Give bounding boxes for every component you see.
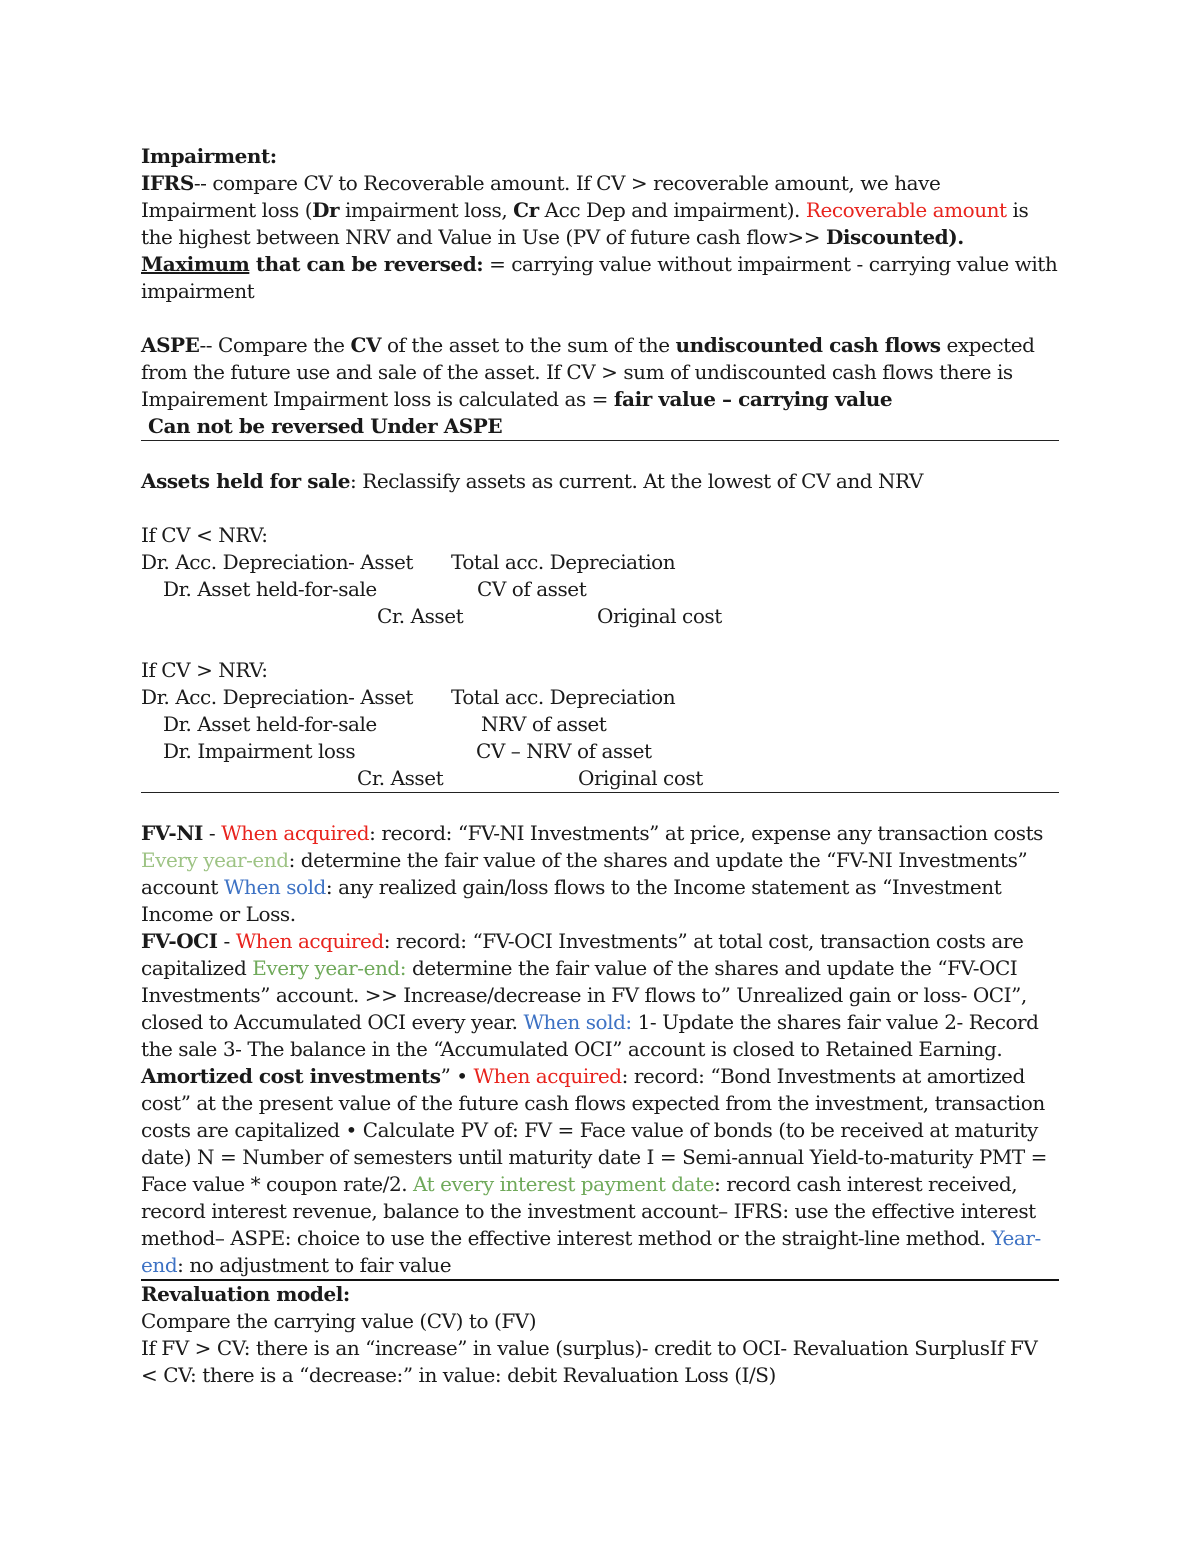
aspe-paragraph: ASPE-- Compare the CV of the asset to the sum of the undiscounted cash flows expected from the future use and sale of the asset. If CV > sum of undiscounted cash flows there is Impairement Impairment loss is calculated as = fair value – carrying value <box>141 333 1035 411</box>
case-cv-greater-nrv-title: If CV > NRV: <box>141 658 268 682</box>
document-body <box>141 143 1059 1389</box>
fvoci-paragraph: FV-OCI - When acquired: record: “FV-OCI Investments” at total cost, transaction costs are capitalized Every year-end: determine the fair value of the shares and update the “FV-OCI Investments” account. >> Increase/decrease in FV flows to” Unrealized gain or loss- OCI”, closed to Accumulated OCI every year. When sold: 1- Update the shares fair value 2- Record the sale 3- The balance in the “Accumulated OCI” account is closed to Retained Earning. <box>141 929 1039 1061</box>
journal-entry-row: Dr. Acc. Depreciation- Asset Total acc. Depreciation <box>141 685 676 709</box>
fvni-paragraph: FV-NI - When acquired: record: “FV-NI Investments” at price, expense any transaction costs Every year-end: determine the fair value of the shares and update the “FV-NI Investments” account When sold: any realized gain/loss flows to the Income statement as “Investment Income or Loss. <box>141 821 1043 926</box>
held-for-sale-paragraph: Assets held for sale: Reclassify assets as current. At the lowest of CV and NRV <box>141 469 923 493</box>
journal-entry-row: Dr. Acc. Depreciation- Asset Total acc. Depreciation <box>141 550 676 574</box>
journal-entry-row: Dr. Asset held-for-sale CV of asset <box>163 577 587 601</box>
amortized-cost-paragraph: Amortized cost investments” • When acquired: record: “Bond Investments at amortized cost” at the present value of the future cash flows expected from the investment, transaction costs are capitalized • Calculate PV of: FV = Face value of bonds (to be received at maturity date) N = Number of semesters until maturity date I = Semi-annual Yield-to-maturity PMT = Face value * coupon rate/2. At every interest payment date: record cash interest received, record interest revenue, balance to the investment account– IFRS: use the effective interest method– ASPE: choice to use the effective interest method or the straight-line method. Year-end: no adjustment to fair value <box>141 1063 1059 1281</box>
case-cv-less-nrv-title: If CV < NRV: <box>141 523 268 547</box>
journal-entry-row: Dr. Asset held-for-sale NRV of asset <box>163 712 607 736</box>
revaluation-heading: Revaluation model: <box>141 1282 350 1306</box>
journal-entry-row: Cr. Asset Original cost <box>377 604 722 628</box>
journal-entry-row: Cr. Asset Original cost <box>141 765 1059 793</box>
revaluation-line-1: Compare the carrying value (CV) to (FV) <box>141 1309 537 1333</box>
ifrs-paragraph: IFRS-- compare CV to Recoverable amount. If CV > recoverable amount, we have Impairment loss (Dr impairment loss, Cr Acc Dep and impairment). Recoverable amount is the highest between NRV and Value in Use (PV of future cash flow>> Discounted). Maximum that can be reversed: = carrying value without impairment - carrying value with impairment <box>141 171 1058 303</box>
revaluation-line-2: If FV > CV: there is an “increase” in value (surplus)- credit to OCI- Revaluation SurplusIf FV < CV: there is a “decrease:” in value: debit Revaluation Loss (I/S) <box>141 1336 1038 1387</box>
aspe-not-reversed: Can not be reversed Under ASPE <box>141 413 1059 441</box>
impairment-heading: Impairment: <box>141 144 277 168</box>
journal-entry-row: Dr. Impairment loss CV – NRV of asset <box>163 739 652 763</box>
